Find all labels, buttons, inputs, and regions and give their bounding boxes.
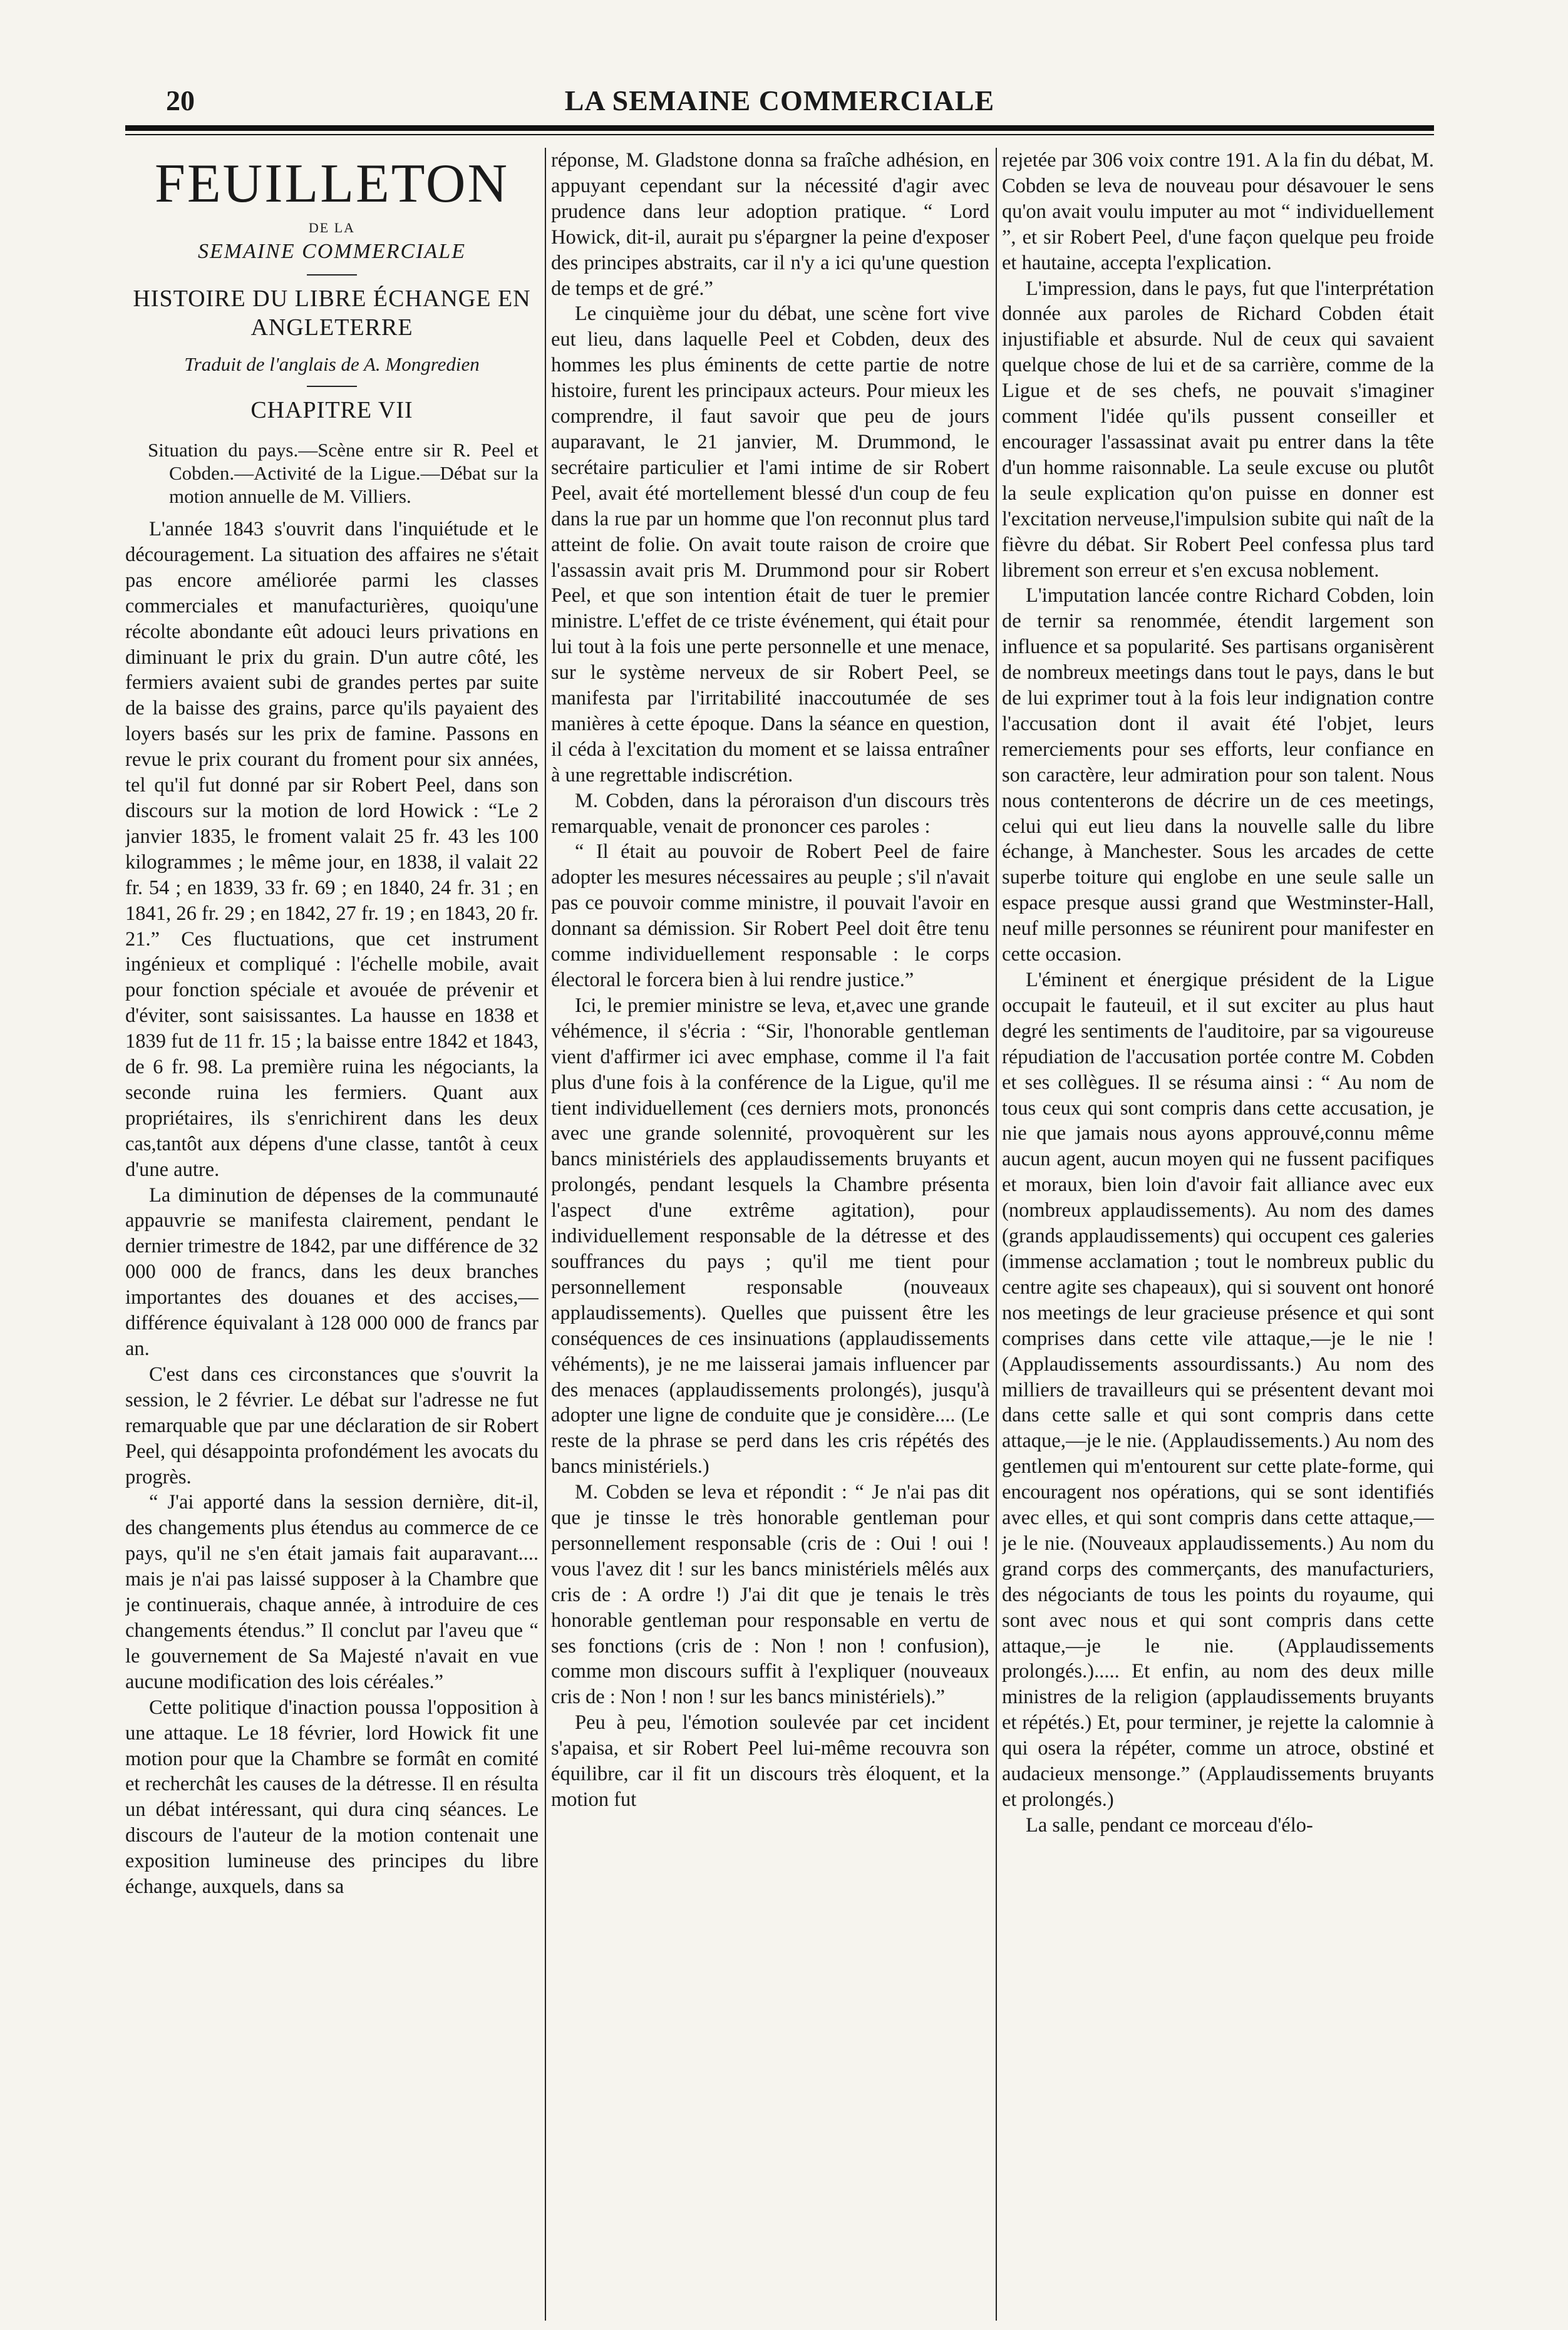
series-title: HISTOIRE DU LIBRE ÉCHANGE EN ANGLETERRE: [133, 286, 531, 341]
column-3: [1002, 148, 1434, 2321]
paragraph: L'année 1843 s'ouvrit dans l'inquiétude et le découragement. La situation des affaires ne s'était pas encore améliorée parmi les classes commerciales et manufacturières, quoiqu'une récolte abondante eût adouci leurs privations en diminuant le prix du grain. D'un autre côté, les fermiers avaient subi de grandes pertes par suite de la baisse des grains, parce qu'ils payaient des loyers basés sur les prix de famine. Passons en revue le prix courant du froment pour six années, tel qu'il fut donné par sir Robert Peel, dans son discours sur la motion de lord Howick : “Le 2 janvier 1835, le froment valait 25 fr. 43 les 100 kilogrammes ; le même jour, en 1838, il valait 22 fr. 54 ; en 1839, 33 fr. 69 ; en 1840, 24 fr. 31 ; en 1841, 26 fr. 29 ; en 1842, 27 fr. 19 ; en 1843, 20 fr. 21.” Ces fluctuations, que cet instrument ingénieux et compliqué : l'échelle mobile, avait pour fonction spéciale et avouée de prévenir et d'éviter, sont saisissantes. La hausse en 1838 et 1839 fut de 11 fr. 15 ; la baisse entre 1842 et 1843, de 6 fr. 98. La première ruina les négociants, la seconde ruina les fermiers. Quant aux propriétaires, ils s'enrichirent dans les deux cas,tantôt aux dépens d'une classe, tantôt à ceux d'une autre.: [125, 518, 539, 1181]
page-header: [125, 80, 1434, 124]
paragraph: M. Cobden, dans la péroraison d'un discours très remarquable, venait de prononcer ces paroles :: [551, 789, 989, 838]
header-rule-thin: [125, 134, 1434, 135]
paragraph: Cette politique d'inaction poussa l'opposition à une attaque. Le 18 février, lord Howick fit une motion pour que la Chambre se formât en comité et recherchât les causes de la détresse. Il en résulta un débat intéressant, qui dura cinq séances. Le discours de l'auteur de la motion contenait une exposition lumineuse des principes du libre échange, auxquels, dans sa: [125, 1696, 539, 1899]
feuilleton-title: FEUILLETON: [154, 153, 510, 214]
page-number: 20: [166, 85, 195, 116]
paragraph: Peu à peu, l'émotion soulevée par cet incident s'apaisa, et sir Robert Peel lui-même recouvra son équilibre, car il fit un discours très éloquent, et la motion fut: [551, 1711, 989, 1811]
header-rule-thick: [125, 125, 1434, 131]
paragraph: La salle, pendant ce morceau d'élo-: [1026, 1813, 1313, 1837]
paragraph: La diminution de dépenses de la communauté appauvrie se manifesta clairement, pendant le dernier trimestre de 1842, par une différence de 32 000 000 de francs, dans les deux branches importantes des douanes et des accises,—différence équivalant à 128 000 000 de francs par an.: [125, 1183, 539, 1360]
chapter-summary: Situation du pays.—Scène entre sir R. Peel et Cobden.—Activité de la Ligue.—Débat sur la motion annuelle de M. Villiers.: [148, 439, 539, 507]
paragraph: Ici, le premier ministre se leva, et,avec une grande véhémence, il s'écria : “Sir, l'honorable gentleman vient d'affirmer ici avec emphase, comme il l'a fait plus d'une fois à la conférence de la Ligue, qu'il me tient individuellement (ces derniers mots, prononcés avec une grande solennité, provoquèrent sur les bancs ministériels des applaudissements bruyants et prolongés, pendant lesquels la Chambre présenta l'aspect d'une extrême agitation), pour individuellement responsable de la détresse et des souffrances du pays ; qu'il me tient pour personnellement responsable (nouveaux applaudissements). Quelles que puissent être les conséquences de ces insinuations (applaudissements véhéments), je ne me laisserai jamais influencer par des menaces (applaudissements prolongés), jusqu'à adopter une ligne de conduite que je considère.... (Le reste de la phrase se perd dans les cris répétés des bancs ministériels.): [551, 994, 989, 1478]
paragraph: rejetée par 306 voix contre 191. A la fin du débat, M. Cobden se leva de nouveau pour désavouer le sens qu'on avait voulu imputer au mot “ individuellement ”, et sir Robert Peel, d'une façon quelque peu froide et hautaine, accepta l'explication.: [1002, 149, 1434, 274]
feuilleton-publication: SEMAINE COMMERCIALE: [198, 240, 466, 263]
paragraph: L'éminent et énergique président de la Ligue occupait le fauteuil, et il sut exciter au plus haut degré les sentiments de l'auditoire, par sa vigoureuse répudiation de l'accusation portée contre M. Cobden et ses collègues. Il se résuma ainsi : “ Au nom de tous ceux qui sont compris dans cette accusation, je nie que jamais nous ayons approuvé,connu même aucun agent, aucun moyen qui ne fussent pacifiques et moraux, bien loin d'avoir fait alliance avec eux (nombreux applaudissements). Au nom des dames (grands applaudissements) qui occupent ces galeries (immense acclamation ; tout le nombreux public du centre agite ses chapeaux), qui si souvent ont honoré nos meetings de leur gracieuse présence et qui sont comprises dans cette vile attaque,—je le nie ! (Applaudissements assourdissants.) Au nom des milliers de travailleurs qui se présentent devant moi dans cette salle et qui sont compris dans cette attaque,—je le nie. (Applaudissements.) Au nom des gentlemen qui m'entourent sur cette plate-forme, qui encouragent nos opérations, qui se sont identifiés avec elles, et qui sont compris dans cette attaque,—je le nie. (Nouveaux applaudissements.) Au nom du grand corps des commerçants, des manufacturiers, des négociants de tous les points du royaume, qui sont avec nous et qui sont compris dans cette attaque,—je le nie. (Applaudissements prolongés.)..... Et enfin, au nom des deux mille ministres de la religion (applaudissements bruyants et répétés.) Et, pour terminer, je rejette la calomnie à qui osera la répéter, comme un atroce, obstiné et audacieux mensonge.” (Applaudissements bruyants et prolongés.): [1002, 969, 1434, 1811]
paragraph: Le cinquième jour du débat, une scène fort vive eut lieu, dans laquelle Peel et Cobden, deux des hommes les plus éminents de cette partie de notre histoire, furent les principaux acteurs. Pour mieux les comprendre, il faut savoir que peu de jours auparavant, le 21 janvier, M. Drummond, le secrétaire particulier et l'ami intime de sir Robert Peel, avait été mortellement blessé d'un coup de feu dans la rue par un homme que l'on reconnut plus tard atteint de folie. On avait toute raison de croire que l'assassin avait pris M. Drummond pour sir Robert Peel, et que son intention était de tuer le premier ministre. L'effet de ce triste événement, qui était pour lui tout à la fois une perte personnelle et une menace, sur le système nerveux de sir Robert Peel, se manifesta par l'irritabilité inaccoutumée de ses manières à cette époque. Dans la séance en question, il céda à l'excitation du moment et se laissa entraîner à une regrettable indiscrétion.: [551, 302, 989, 786]
paragraph: M. Cobden se leva et répondit : “ Je n'ai pas dit que je tinsse le très honorable gentleman pour personnellement responsable (cris de : Oui ! oui ! vous l'avez dit ! sur les bancs ministériels mêlés aux cris de : A ordre !) J'ai dit que je tenais le très honorable gentleman pour responsable en vertu de ses fonctions (cris de : Non ! non ! confusion), comme mon discours suffit à l'expliquer (nouveaux cris de : Non ! non ! sur les bancs ministériels).”: [551, 1481, 989, 1709]
column-2: [551, 148, 989, 2321]
chapter-heading: CHAPITRE VII: [250, 397, 413, 423]
paragraph: C'est dans ces circonstances que s'ouvrit la session, le 2 février. Le débat sur l'adresse ne fut remarquable que par une déclaration de sir Robert Peel, qui désappointa profondément les avocats du progrès.: [125, 1363, 539, 1488]
column-divider-1: [545, 148, 546, 2321]
paragraph: “ Il était au pouvoir de Robert Peel de faire adopter les mesures nécessaires au peuple ; s'il n'avait pas ce pouvoir comme ministre, il pouvait l'avoir en donnant sa démission. Sir Robert Peel doit être tenu comme individuellement responsable : le corps électoral le forcera bien à lui rendre justice.”: [551, 840, 989, 991]
paragraph: “ J'ai apporté dans la session dernière, dit-il, des changements plus étendus au commerce de ce pays, qu'il ne s'en était jamais fait auparavant.... mais je n'ai pas laissé supposer à la Chambre que je continuerais, chaque année, à introduire de ces changements étendus.” Il conclut par l'aveu que “ le gouvernement de Sa Majesté n'avait en vue aucune modification des lois céréales.”: [125, 1491, 539, 1693]
short-rule: [307, 386, 357, 387]
paragraph: L'imputation lancée contre Richard Cobden, loin de ternir sa renommée, étendit largement son influence et sa popularité. Ses partisans organisèrent de nombreux meetings dans tout le pays, dans le but de lui exprimer tout à la fois leur indignation contre l'accusation dont il avait été l'objet, leurs remerciements pour ses efforts, leur confiance en son caractère, leur admiration pour son talent. Nous nous contenterons de décrire un de ces meetings, celui qui eut lieu dans la nouvelle salle du libre échange, à Manchester. Sous les arcades de cette superbe toiture qui englobe en une seule salle un espace presque aussi grand que Westminster-Hall, neuf mille personnes se réunirent pour manifester en cette occasion.: [1002, 584, 1434, 966]
column-divider-2: [996, 148, 997, 2321]
feuilleton-de-la: DE LA: [308, 220, 356, 235]
translator-line: Traduit de l'anglais de A. Mongredien: [184, 353, 480, 375]
running-title: LA SEMAINE COMMERCIALE: [564, 85, 995, 116]
column-1: [125, 148, 539, 2321]
paragraph: réponse, M. Gladstone donna sa fraîche adhésion, en appuyant cependant sur la nécessité d'agir avec prudence dans leur adoption pratique. “ Lord Howick, dit-il, aurait pu s'épargner la peine d'exposer des principes abstraits, car il n'y a ici qu'une question de temps et de gré.”: [551, 149, 989, 300]
paragraph: L'impression, dans le pays, fut que l'interprétation donnée aux paroles de Richard Cobden était injustifiable et absurde. Nul de ceux qui savaient quelque chose de lui et de sa carrière, comme de la Ligue et de ses chefs, ne pouvait s'imaginer comment l'idée qu'ils pussent conseiller et encourager l'assassinat avait pu entrer dans la tête d'un homme raisonnable. La seule excuse ou plutôt la seule explication qu'on puisse en donner est l'excitation nerveuse,l'impulsion subite qui naît de la fièvre du débat. Sir Robert Peel confessa plus tard librement son erreur et s'en excusa noblement.: [1002, 277, 1434, 582]
short-rule: [307, 274, 357, 276]
